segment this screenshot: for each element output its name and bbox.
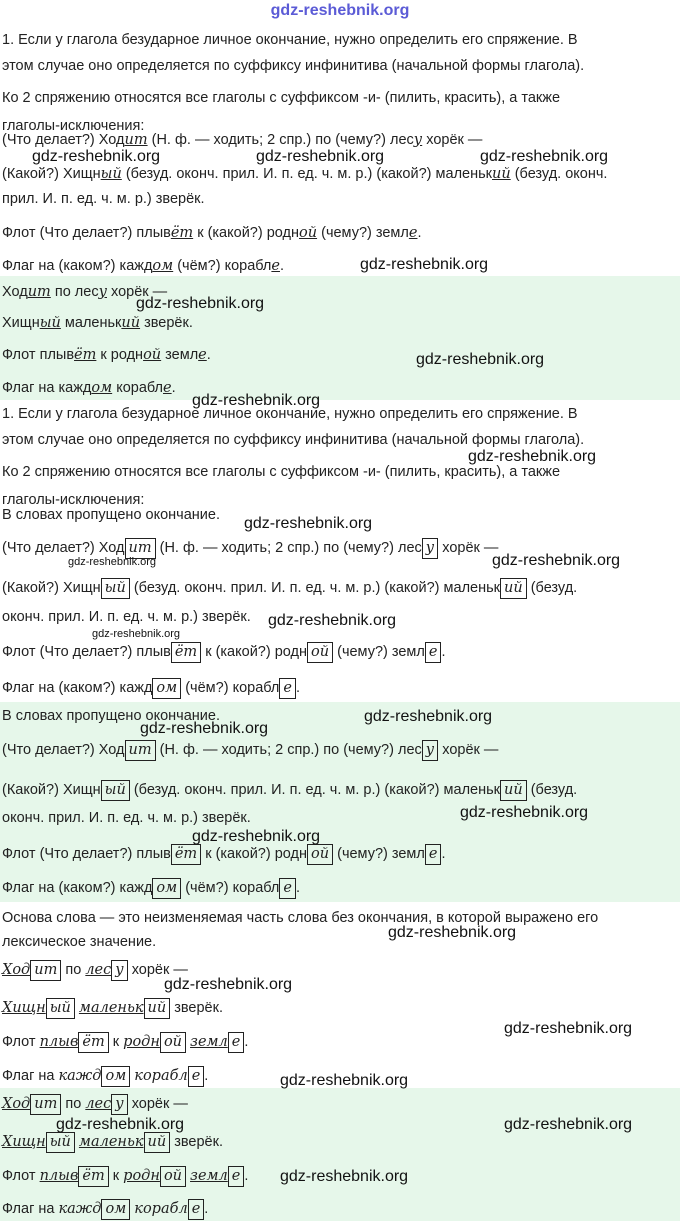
word: родн: [266, 225, 299, 241]
text: (какой?): [376, 166, 432, 182]
ending-box: ом: [101, 1199, 130, 1220]
dot: .: [204, 1201, 209, 1217]
word: лес: [398, 540, 422, 556]
text: (Какой?): [2, 166, 59, 182]
word: земл: [375, 225, 409, 241]
watermark: gdz-reshebnik.org: [504, 1020, 633, 1037]
sentence-3: [2, 223, 421, 243]
ending: е: [408, 225, 418, 241]
rule-line: Ко 2 спряжению относятся все глаголы с суффиксом -и- (пилить, красить), а также: [2, 90, 561, 106]
ending-box: ый: [101, 780, 130, 801]
text: (Какой?): [2, 782, 59, 798]
text: по: [65, 1096, 82, 1112]
text: хорёк —: [442, 540, 499, 556]
ending-box: ит: [125, 740, 156, 761]
text: к: [205, 846, 212, 862]
text: (безуд. оконч. прил. И. п. ед. ч. м. р.): [125, 166, 373, 182]
watermark: gdz-reshebnik.org: [480, 148, 609, 165]
ending-box: у: [111, 960, 127, 981]
ending-box: ёт: [171, 642, 201, 663]
text: (безуд. оконч.: [514, 166, 608, 182]
text: к: [112, 1034, 120, 1050]
ending-box: ом: [152, 678, 181, 699]
ending-box: е: [188, 1199, 205, 1220]
sentence-3-boxed: [2, 844, 445, 865]
ending: ит: [27, 284, 51, 300]
text: зверёк.: [174, 1134, 223, 1150]
ending-box: у: [111, 1094, 127, 1115]
ending-box: ой: [307, 844, 333, 865]
base-line: [2, 1132, 223, 1153]
ending: ый: [100, 166, 122, 182]
word: родн: [110, 347, 144, 363]
text: (чему?): [321, 225, 372, 241]
sentence-4-boxed: [2, 878, 300, 899]
dot: .: [244, 1168, 249, 1184]
text: (чём?): [185, 880, 229, 896]
text: (Что делает?): [2, 132, 95, 148]
base-line: [2, 1094, 188, 1115]
ending-box: ий: [500, 578, 527, 599]
word: земл: [391, 846, 425, 862]
stem: лес: [85, 1096, 112, 1112]
stem: корабл: [134, 1201, 188, 1217]
sentence-2: [2, 164, 607, 184]
ending-box: ый: [46, 1132, 75, 1153]
base-line: [2, 1166, 248, 1187]
dot: .: [204, 1068, 209, 1084]
ending-box: ит: [30, 960, 61, 981]
watermark: gdz-reshebnik.org: [504, 1116, 633, 1133]
ending-box: ий: [144, 1132, 171, 1153]
text: (какой?): [384, 782, 440, 798]
text: Флот: [2, 1034, 36, 1050]
word: маленьк: [435, 166, 492, 182]
word: корабл: [232, 680, 280, 696]
rule-line: 1. Если у глагола безударное личное окончание, нужно определить его спряжение. В: [2, 406, 578, 422]
ending: ий: [492, 166, 511, 182]
text: (каком?): [58, 880, 116, 896]
sentence-2-boxed: [2, 780, 577, 801]
watermark: gdz-reshebnik.org: [192, 828, 321, 845]
ending: ий: [121, 315, 141, 331]
sentence-2-cont: оконч. прил. И. п. ед. ч. м. р.) зверёк.: [2, 810, 251, 826]
sentence-1: [2, 130, 482, 150]
sentence-2-cont: оконч. прил. И. п. ед. ч. м. р.) зверёк.: [2, 609, 251, 625]
text: Флаг на: [2, 880, 55, 896]
word: маленьк: [443, 580, 500, 596]
text: Флот: [2, 225, 36, 241]
rule-line: этом случае оно определяется по суффиксу инфинитива (начальной формы глагола).: [2, 432, 585, 448]
word: кажд: [58, 380, 92, 396]
ending-box: е: [425, 844, 442, 865]
base-line: [2, 998, 223, 1019]
stem: маленьк: [78, 1000, 144, 1016]
watermark: gdz-reshebnik.org: [268, 612, 397, 629]
watermark: gdz-reshebnik.org: [492, 552, 621, 569]
watermark: gdz-reshebnik.org: [468, 448, 597, 465]
ending: ой: [143, 347, 162, 363]
text: зверёк.: [144, 315, 193, 331]
sentence-3-boxed: [2, 642, 445, 663]
word: Ход: [98, 742, 125, 758]
ending-box: е: [228, 1032, 245, 1053]
missing-ending-note: В словах пропущено окончание.: [2, 507, 220, 523]
text: (безуд. оконч. прил. И. п. ед. ч. м. р.): [133, 782, 381, 798]
dot: .: [295, 880, 301, 896]
text: Флаг на: [2, 380, 55, 396]
word: плыв: [136, 846, 171, 862]
ending-box: е: [279, 878, 296, 899]
watermark: gdz-reshebnik.org: [32, 148, 161, 165]
base-line: [2, 1066, 208, 1087]
text: (безуд.: [530, 580, 578, 596]
ending-box: у: [422, 740, 438, 761]
sentence-2-cont: прил. И. п. ед. ч. м. р.) зверёк.: [2, 191, 205, 207]
stem: родн: [123, 1034, 160, 1050]
base-rule-line: Основа слова — это неизменяемая часть слова без окончания, в которой выражено его: [2, 910, 599, 926]
ending: ый: [39, 315, 61, 331]
missing-ending-note: В словах пропущено окончание.: [2, 708, 220, 724]
watermark: gdz-reshebnik.org: [68, 556, 157, 568]
answer-line: [2, 313, 193, 333]
stem: кажд: [58, 1068, 102, 1084]
ending-box: ий: [500, 780, 527, 801]
word: кажд: [119, 258, 153, 274]
word: плыв: [136, 644, 171, 660]
ending: ом: [91, 380, 113, 396]
text: (Что делает?): [2, 742, 95, 758]
text: хорёк —: [131, 1096, 188, 1112]
word: корабл: [224, 258, 272, 274]
ending-box: ом: [152, 878, 181, 899]
ending-box: ит: [30, 1094, 61, 1115]
ending-box: ёт: [171, 844, 201, 865]
word: кажд: [119, 880, 153, 896]
text: (Что делает?): [2, 540, 95, 556]
word: Ход: [2, 284, 28, 300]
ending: е: [163, 380, 172, 396]
word: маленьк: [443, 782, 500, 798]
ending-box: е: [228, 1166, 245, 1187]
text: по: [65, 962, 82, 978]
text: (Что делает?): [39, 846, 133, 862]
ending: у: [413, 132, 423, 148]
text: (каком?): [58, 258, 116, 274]
ending-box: у: [422, 538, 438, 559]
answer-line: [2, 345, 211, 365]
sentence-2-boxed: [2, 578, 577, 599]
text: к: [205, 644, 212, 660]
text: (Н. ф. — ходить; 2 спр.) по (чему?): [159, 540, 394, 556]
base-line: [2, 1199, 208, 1220]
stem: маленьк: [78, 1134, 144, 1150]
ending: е: [271, 258, 280, 274]
text: (Что делает?): [39, 644, 133, 660]
ending: е: [198, 347, 207, 363]
text: к: [100, 347, 107, 363]
rule-line-clipped: глаголы-исключения:: [2, 492, 145, 504]
watermark: gdz-reshebnik.org: [388, 924, 517, 941]
text: хорёк —: [111, 284, 168, 300]
stem: Ход: [2, 1096, 31, 1112]
ending-box: е: [188, 1066, 205, 1087]
text: к: [112, 1168, 120, 1184]
ending-box: ой: [307, 642, 333, 663]
dot: .: [244, 1034, 249, 1050]
text: (безуд.: [530, 782, 578, 798]
text: Флаг на: [2, 1068, 55, 1084]
text: Флаг на: [2, 1201, 55, 1217]
dot: .: [417, 225, 422, 241]
text: (Что делает?): [39, 225, 133, 241]
dot: .: [171, 380, 176, 396]
word: Хищн: [62, 782, 101, 798]
ending-box: ёт: [78, 1032, 108, 1053]
stem: родн: [123, 1168, 160, 1184]
ending-box: ой: [160, 1166, 186, 1187]
watermark: gdz-reshebnik.org: [280, 1072, 409, 1089]
dot: .: [295, 680, 301, 696]
rule-line: 1. Если у глагола безударное личное окончание, нужно определить его спряжение. В: [2, 32, 578, 48]
base-line: [2, 960, 188, 981]
watermark: gdz-reshebnik.org: [192, 392, 321, 409]
word: кажд: [119, 680, 153, 696]
ending: ёт: [170, 225, 194, 241]
watermark: gdz-reshebnik.org: [360, 256, 489, 273]
text: зверёк.: [174, 1000, 223, 1016]
ending-box: ит: [125, 538, 156, 559]
text: Флот: [2, 1168, 36, 1184]
base-rule-line: лексическое значение.: [2, 934, 157, 950]
word: земл: [391, 644, 425, 660]
text: (чему?): [337, 644, 388, 660]
stem: лес: [85, 962, 112, 978]
stem: плыв: [39, 1034, 79, 1050]
stem: Хищн: [2, 1134, 46, 1150]
watermark: gdz-reshebnik.org: [244, 515, 373, 532]
text: (какой?): [384, 580, 440, 596]
ending: ёт: [74, 347, 97, 363]
word: лес: [390, 132, 414, 148]
text: (чём?): [185, 680, 229, 696]
ending: ой: [299, 225, 318, 241]
site-header[interactable]: gdz-reshebnik.org: [270, 2, 410, 19]
word: корабл: [116, 380, 164, 396]
watermark: gdz-reshebnik.org: [164, 976, 293, 993]
rule-line-clipped: глаголы-исключения:: [2, 118, 145, 130]
word: маленьк: [64, 315, 122, 331]
ending-box: ый: [46, 998, 75, 1019]
watermark: gdz-reshebnik.org: [92, 628, 181, 640]
watermark: gdz-reshebnik.org: [136, 295, 265, 312]
dot: .: [279, 258, 285, 274]
stem: земл: [190, 1034, 228, 1050]
watermark: gdz-reshebnik.org: [460, 804, 589, 821]
word: корабл: [232, 880, 280, 896]
word: Хищн: [2, 315, 40, 331]
text: хорёк —: [131, 962, 188, 978]
word: родн: [274, 846, 307, 862]
sentence-4-boxed: [2, 678, 300, 699]
watermark: gdz-reshebnik.org: [56, 1116, 185, 1133]
sentence-4: [2, 256, 284, 276]
text: Флаг на: [2, 258, 55, 274]
text: хорёк —: [426, 132, 483, 148]
ending: у: [98, 284, 107, 300]
ending: ит: [124, 132, 148, 148]
ending-box: е: [425, 642, 442, 663]
ending-box: ий: [144, 998, 171, 1019]
stem: корабл: [134, 1068, 188, 1084]
text: (Н. ф. — ходить; 2 спр.) по (чему?): [151, 132, 386, 148]
text: (Н. ф. — ходить; 2 спр.) по (чему?): [159, 742, 394, 758]
text: (какой?): [215, 846, 271, 862]
base-line: [2, 1032, 248, 1053]
word: Ход: [98, 540, 125, 556]
text: (безуд. оконч. прил. И. п. ед. ч. м. р.): [133, 580, 381, 596]
word: родн: [274, 644, 307, 660]
ending-box: ом: [101, 1066, 130, 1087]
stem: земл: [190, 1168, 228, 1184]
text: (какой?): [207, 225, 263, 241]
ending: ом: [152, 258, 174, 274]
sentence-1-boxed: [2, 740, 498, 761]
ending-box: ой: [160, 1032, 186, 1053]
rule-line: Ко 2 спряжению относятся все глаголы с суффиксом -и- (пилить, красить), а также: [2, 464, 561, 480]
text: (чему?): [337, 846, 388, 862]
ending-box: ый: [101, 578, 130, 599]
stem: кажд: [58, 1201, 102, 1217]
watermark: gdz-reshebnik.org: [364, 708, 493, 725]
word: Хищн: [62, 166, 101, 182]
text: (какой?): [215, 644, 271, 660]
answer-line: [2, 378, 176, 398]
text: по: [54, 284, 71, 300]
text: хорёк —: [442, 742, 499, 758]
word: Хищн: [62, 580, 101, 596]
text: Флот: [2, 644, 36, 660]
rule-line: этом случае оно определяется по суффиксу инфинитива (начальной формы глагола).: [2, 58, 585, 74]
stem: плыв: [39, 1168, 79, 1184]
dot: .: [441, 846, 446, 862]
text: (Какой?): [2, 580, 59, 596]
dot: .: [206, 347, 211, 363]
word: земл: [165, 347, 199, 363]
watermark: gdz-reshebnik.org: [416, 351, 545, 368]
ending-box: ёт: [78, 1166, 108, 1187]
text: Флот: [2, 347, 36, 363]
ending-box: е: [279, 678, 296, 699]
watermark: gdz-reshebnik.org: [256, 148, 385, 165]
text: (чём?): [177, 258, 221, 274]
watermark: gdz-reshebnik.org: [140, 720, 269, 737]
word: Ход: [98, 132, 125, 148]
stem: Хищн: [2, 1000, 46, 1016]
watermark: gdz-reshebnik.org: [280, 1168, 409, 1185]
text: Флот: [2, 846, 36, 862]
text: Флаг на: [2, 680, 55, 696]
stem: Ход: [2, 962, 31, 978]
dot: .: [441, 644, 446, 660]
text: к: [197, 225, 204, 241]
word: плыв: [39, 347, 75, 363]
answer-band-2: [0, 702, 680, 902]
text: (каком?): [58, 680, 116, 696]
word: лес: [398, 742, 422, 758]
word: лес: [74, 284, 99, 300]
word: плыв: [136, 225, 171, 241]
